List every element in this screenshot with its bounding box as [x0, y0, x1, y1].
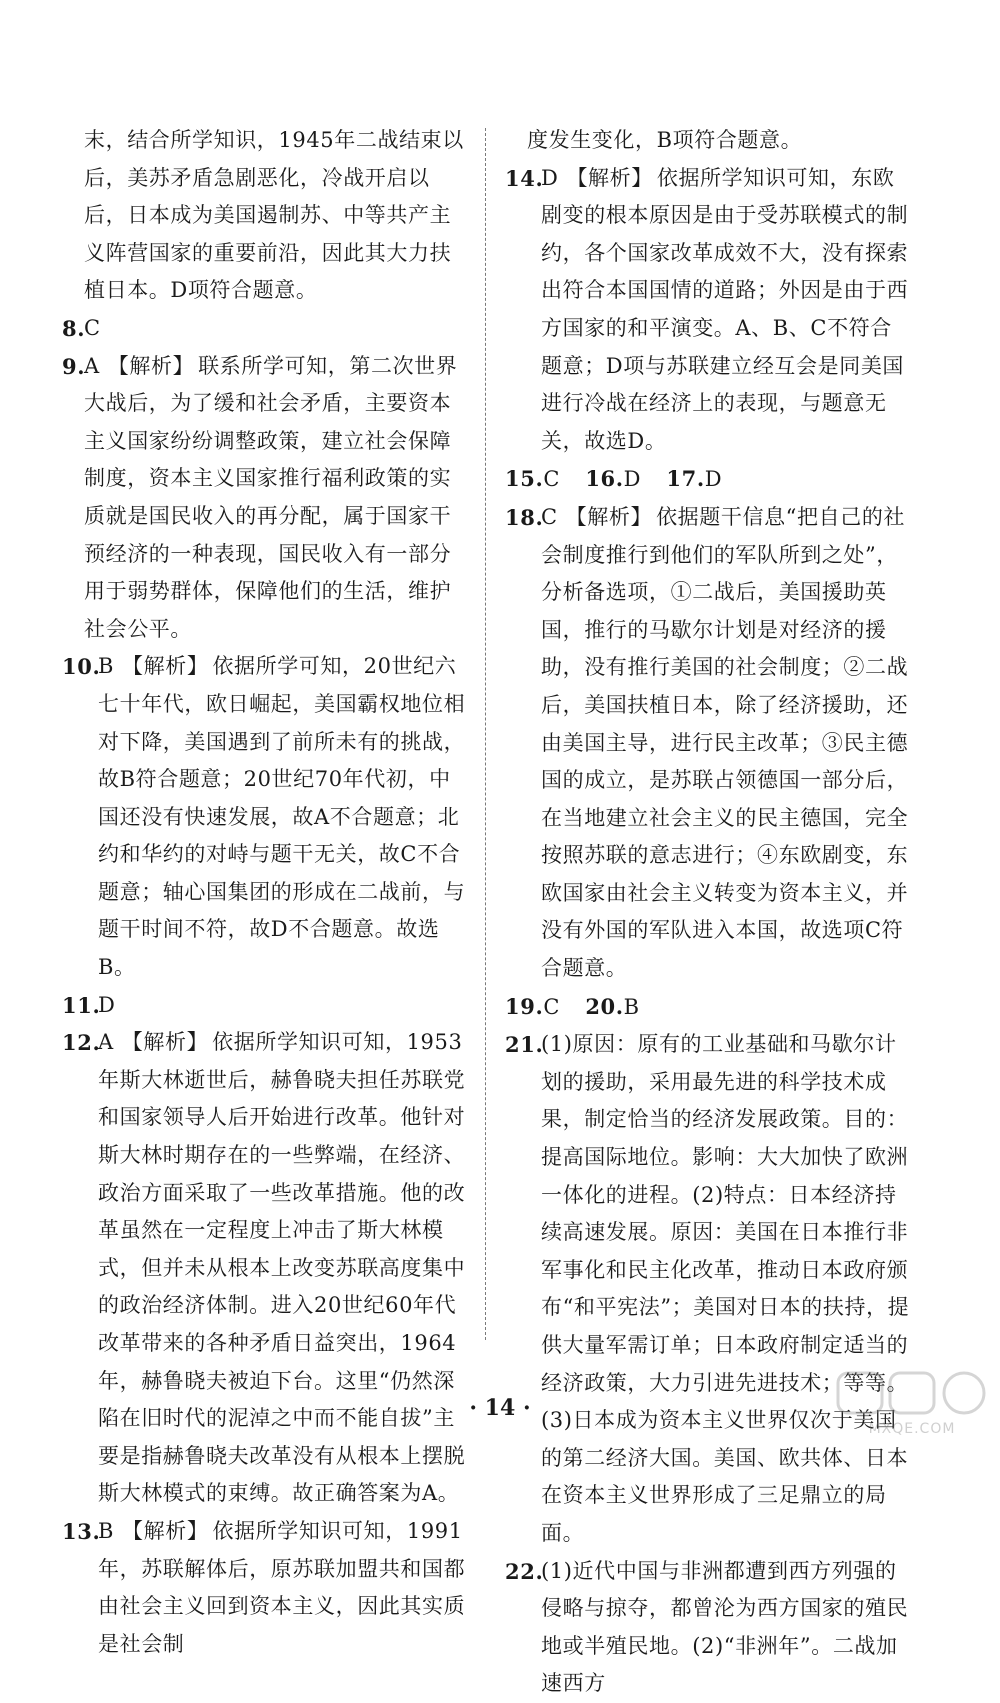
- watermark-badge-icon: [832, 1367, 992, 1419]
- question-number: 16 .: [585, 466, 623, 491]
- answer-item-13: [62, 1513, 467, 1663]
- watermark-logo: [832, 1367, 992, 1437]
- answer-item-10: [62, 648, 467, 986]
- question-number: 9 .: [62, 348, 85, 386]
- answer-letter: B: [98, 654, 115, 679]
- answer-letter: A: [98, 1030, 114, 1055]
- question-number: 15 .: [505, 466, 543, 491]
- question-number: 12 .: [62, 1024, 100, 1062]
- answer-item-14: [505, 160, 910, 461]
- answer-item-8: [62, 310, 467, 348]
- answer-item-19: [505, 995, 560, 1019]
- analysis-text: 依据所学知识可知，1953年斯大林逝世后，赫鲁晓夫担任苏联党和国家领导人后开始进行改革。他针对斯大林时期存在的一些弊端，在经济、政治方面采取了一些改革措施。他的改革虽然在一定程度上冲击了斯大林模式，但并未从根本上改变苏联高度集中的政治经济体制。进入20世纪60年代改革带来的各种矛盾日益突出，1964年，赫鲁晓夫被迫下台。这里“仍然深陷在旧时代的泥淖之中而不能自拔”主要是指赫鲁晓夫改革没有从根本上摆脱斯大林模式的束缚。故正确答案为A。: [98, 1030, 466, 1506]
- analysis-tag: 【解析】: [121, 1030, 209, 1055]
- page-number: · 14 ·: [469, 1395, 531, 1421]
- analysis-text: 依据所学可知，20世纪六七十年代，欧日崛起，美国霸权地位相对下降，美国遇到了前所未有的挑战，故B符合题意；20世纪70年代初，中国还没有快速发展，故A不合题意；北约和华约的对峙与题干无关，故C不合题意；轴心国集团的形成在二战前，与题干时间不符，故D不合题意。故选B。: [98, 654, 466, 980]
- answer-item-16: [585, 467, 641, 491]
- question-number: 22 .: [505, 1553, 543, 1591]
- question-number: 14 .: [505, 160, 543, 198]
- question-number: 17 .: [666, 466, 704, 491]
- answer-letter: D: [623, 467, 642, 492]
- analysis-tag: 【解析】: [107, 353, 195, 378]
- analysis-tag: 【解析】: [122, 1518, 209, 1543]
- question-number: 21 .: [505, 1026, 543, 1064]
- answer-item-22: [505, 1553, 910, 1703]
- answer-letter: B: [98, 1518, 115, 1543]
- answer-text: (1)近代中国与非洲都遭到西方列强的侵略与掠夺，都曾沦为西方国家的殖民地或半殖民地。(2)“非洲年”。二战加速西方: [541, 1558, 909, 1696]
- answer-letter: C: [543, 994, 561, 1019]
- answer-item-17: [666, 467, 722, 491]
- answer-item-12: [62, 1024, 467, 1513]
- left-column: [62, 122, 467, 1663]
- answer-item-15: [505, 467, 560, 491]
- answer-text: (1)原因：原有的工业基础和马歇尔计划的援助，采用最先进的科学技术成果，制定恰当的经济发展政策。目的：提高国际地位。影响：大大加快了欧洲一体化的进程。(2)特点：日本经济持续高速发展。原因：美国在日本推行非军事化和民主化改革，推动日本政府颁布“和平宪法”；美国对日本的扶持，提供大量军需订单；日本政府制定适当的经济政策，大力引进先进技术；等等。(3)日本成为资本主义世界仅次于美国的第二经济大国。美国、欧共体、日本在资本主义世界形成了三足鼎立的局面。: [541, 1032, 910, 1545]
- answer-letter: B: [623, 994, 640, 1019]
- answer-row-19-20: [505, 988, 910, 1027]
- answer-item-9: [62, 348, 467, 649]
- question-number: 18 .: [505, 499, 543, 537]
- right-column: [505, 122, 910, 1703]
- answer-letter: A: [84, 353, 100, 378]
- question-number: 11 .: [62, 987, 100, 1025]
- answer-item-21: [505, 1026, 910, 1552]
- continuation-text: 度发生变化，B项符合题意。: [527, 128, 803, 152]
- answer-letter: D: [704, 467, 723, 492]
- analysis-tag: 【解析】: [122, 654, 209, 679]
- analysis-text: 依据所学知识可知，1991年，苏联解体后，原苏联加盟共和国都由社会主义回到资本主义，因此其实质是社会制: [98, 1518, 466, 1656]
- question-number: 13 .: [62, 1513, 100, 1551]
- answer-row-15-17: [505, 460, 910, 499]
- question-number: 10 .: [62, 648, 100, 686]
- question-number: 20 .: [585, 994, 623, 1019]
- question-number: 8 .: [62, 310, 85, 348]
- analysis-text: 依据所学知识可知，东欧剧变的根本原因是由于受苏联模式的制约，各个国家改革成效不大，没有探索出符合本国国情的道路；外因是由于西方国家的和平演变。A、B、C不符合题意；D项与苏联建立经互会是同美国进行冷战在经济上的表现，与题意无关，故选D。: [541, 165, 909, 453]
- answer-letter: C: [541, 504, 558, 529]
- analysis-tag: 【解析】: [565, 504, 653, 529]
- answer-item-20: [585, 995, 639, 1019]
- analysis-text: 联系所学可知，第二次世界大战后，为了缓和社会矛盾，主要资本主义国家纷纷调整政策，建立社会保障制度，资本主义国家推行福利政策的实质就是国民收入的再分配，属于国家干预经济的一种表现，国民收入有一部分用于弱势群体，保障他们的生活，维护社会公平。: [84, 353, 458, 641]
- answer-item-11: [62, 987, 467, 1025]
- answer-letter: C: [543, 467, 561, 492]
- answer-letter: D: [98, 992, 116, 1017]
- analysis-tag: 【解析】: [566, 165, 653, 190]
- answer-item-18: [505, 499, 910, 988]
- question-number: 19 .: [505, 994, 543, 1019]
- answer-letter: D: [541, 165, 559, 190]
- continuation-text: 末，结合所学知识，1945年二战结束以后，美苏矛盾急剧恶化，冷战开启以后，日本成为美国遏制苏、中等共产主义阵营国家的重要前沿，因此其大力扶植日本。D项符合题意。: [84, 128, 464, 303]
- column-divider: [485, 128, 486, 1340]
- watermark-text: MXQE.COM: [868, 1421, 956, 1437]
- answer-letter: C: [84, 315, 101, 340]
- analysis-text: 依据题干信息“把自己的社会制度推行到他们的军队所到之处”，分析备选项，①二战后，美国援助英国，推行的马歇尔计划是对经济的援助，没有推行美国的社会制度；②二战后，美国扶植日本，除了经济援助，还由美国主导，进行民主改革；③民主德国的成立，是苏联占领德国一部分后，在当地建立社会主义的民主德国，完全按照苏联的意志进行；④东欧剧变，东欧国家由社会主义转变为资本主义，并没有外国的军队进入本国，故选项C符合题意。: [541, 504, 909, 981]
